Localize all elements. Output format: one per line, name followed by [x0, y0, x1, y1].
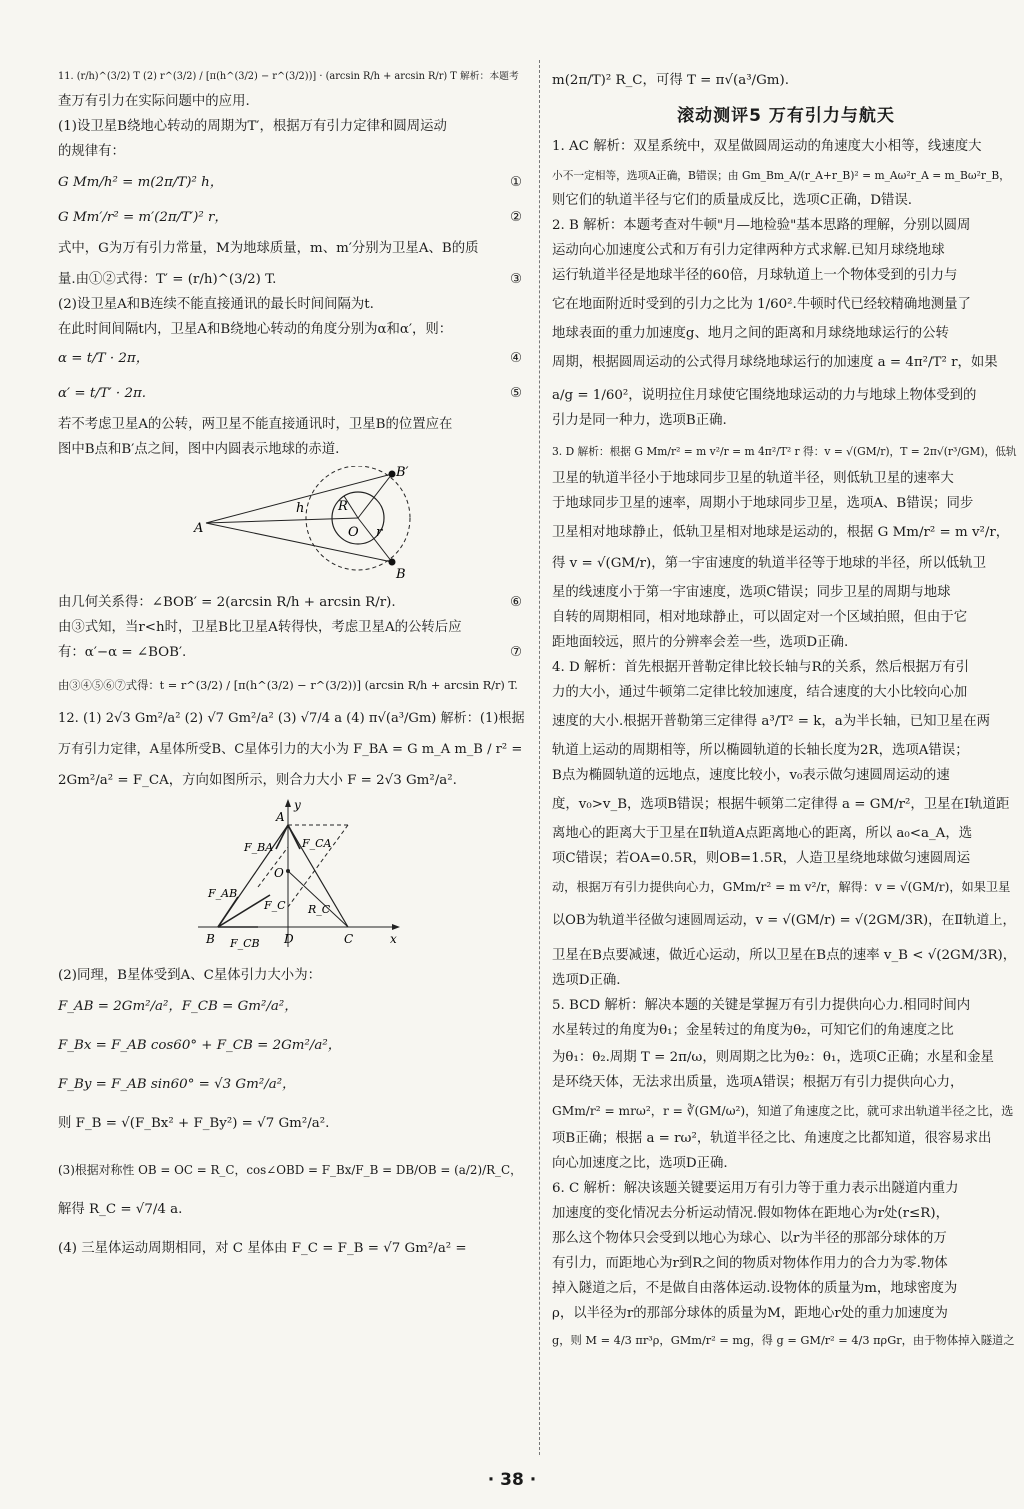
label-A: A	[194, 521, 204, 536]
q12-line: 12. (1) 2√3 Gm²/a² (2) √7 Gm²/a² (3) √7/4 a (4) π√(a³/Gm) 解析：(1)根据	[58, 711, 525, 726]
answer-line: 那么这个物体只会受到以地心为球心、以r为半径的那部分球体的万	[552, 1231, 947, 1246]
answer-item-5	[552, 997, 1020, 1172]
equation-text: α′ = t/T′ · 2π.	[58, 386, 147, 401]
q11-line: 若不考虑卫星A的公转，两卫星不能直接通讯时，卫星B的位置应在	[58, 417, 453, 432]
answer-line: 运动向心加速度公式和万有引力定律两种方式求解.已知月球绕地球	[552, 243, 945, 258]
q12-block	[58, 710, 528, 1257]
q12-line: 解得 R_C = √7/4 a.	[58, 1202, 183, 1217]
answer-line: 有引力，而距地心为r到R之间的物质对物体作用力的合力为零.物体	[552, 1256, 948, 1271]
q11-line: 由③④⑤⑥⑦式得：t = r^(3/2) / [π(h^(3/2) − r^(3/2))] (arcsin R/h + arcsin R/r) T.	[58, 679, 518, 692]
answer-line: 掉入隧道之后，不是做自由落体运动.设物体的质量为m，地球密度为	[552, 1281, 958, 1296]
label-FBA: F_BA	[244, 841, 274, 854]
y-axis-arrow	[285, 799, 291, 807]
label-O: O	[348, 525, 359, 540]
column-divider	[539, 60, 540, 1455]
label-y: y	[294, 798, 301, 812]
answer-item-3	[552, 443, 1020, 651]
force-FAB	[218, 897, 238, 927]
label-FCA: F_CA	[302, 837, 332, 850]
satellite-b-dot	[389, 559, 396, 566]
label-RC: R_C	[308, 903, 331, 916]
equation-text: 量.由①②式得：T′ = (r/h)^(3/2) T.	[58, 272, 277, 287]
continuation-line: m(2π/T)² R_C，可得 T = π√(a³/Gm).	[552, 73, 789, 88]
satellite-orbit-figure	[58, 466, 528, 584]
three-star-force-figure	[58, 797, 528, 957]
answer-line: 是环绕天体，无法求出质量，选项A错误；根据万有引力提供向心力，	[552, 1075, 964, 1090]
section-heading: 滚动测评5 万有引力与航天	[677, 106, 895, 126]
answer-line: 加速度的变化情况去分析运动情况.假如物体在距地心为r处(r≤R)，	[552, 1206, 949, 1221]
label-FC: F_C	[264, 899, 286, 912]
q12-equation: F_By = F_AB sin60° = √3 Gm²/a²，	[58, 1077, 296, 1092]
q11-line: (2)设卫星A和B连续不能直接通讯的最长时间间隔为t.	[58, 297, 374, 312]
q11-line: 图中B点和B′点之间，图中内圆表示地球的赤道.	[58, 442, 340, 457]
answer-line: 星的线速度小于第一宇宙速度，选项C错误；同步卫星的周期与地球	[552, 585, 951, 600]
answer-line: 卫星在B点要减速，做近心运动，所以卫星在B点的速率 v_B < √(2GM/3R)，	[552, 948, 1017, 963]
answer-line: 距地面较远，照片的分辨率会差一些，选项D正确.	[552, 635, 849, 650]
label-FCB: F_CB	[230, 937, 260, 950]
label-A: A	[276, 810, 285, 824]
answer-line: 自转的周期相同，相对地球静止，可以固定对一个区域拍照，但由于它	[552, 610, 968, 625]
answer-line: 轨道上运动的周期相等，所以椭圆轨道的长轴长度为2R，选项A错误；	[552, 743, 969, 758]
label-R: R	[338, 499, 348, 514]
answer-line: 它在地面附近时受到的引力之比为 1/60².牛顿时代已经较精确地测量了	[552, 297, 971, 312]
q12-line: 万有引力定律，A星体所受B、C星体引力的大小为 F_BA = G m_A m_B / r² =	[58, 742, 523, 757]
q12-line: (3)根据对称性 OB = OC = R_C，cos∠OBD = F_Bx/F_B = DB/OB = (a/2)/R_C，	[58, 1163, 522, 1177]
q11-block	[58, 68, 528, 694]
equation-text: G Mm′/r² = m′(2π/T′)² r，	[58, 210, 228, 225]
label-B: B	[396, 567, 406, 582]
page-number: · 38 ·	[487, 1470, 537, 1490]
left-column	[58, 68, 528, 1265]
answer-line: GMm/r² = mrω²，r = ∛(GM/ω²)，知道了角速度之比，就可求出轨道半径之比，选	[552, 1104, 1014, 1118]
q12-equation: F_Bx = F_AB cos60° + F_CB = 2Gm²/a²，	[58, 1038, 342, 1053]
answer-line: 运行轨道半径是地球半径的60倍，月球轨道上一个物体受到的引力与	[552, 268, 958, 283]
label-O: O	[274, 866, 284, 880]
answer-line: 选项D正确.	[552, 973, 621, 988]
answer-line: B点为椭圆轨道的远地点，速度比较小，v₀表示做匀速圆周运动的速	[552, 768, 950, 783]
equation-text: 有：α′−α = ∠BOB′.	[58, 645, 187, 660]
label-D: D	[284, 932, 294, 946]
equation-number: ②	[509, 210, 522, 225]
answer-line: 引力是同一种力，选项B正确.	[552, 413, 727, 428]
answer-item-4	[552, 659, 1020, 989]
q12-line: 2Gm²/a² = F_CA，方向如图所示，则合力大小 F = 2√3 Gm²/a².	[58, 773, 457, 788]
answer-line: 得 v = √(GM/r)，第一宇宙速度的轨道半径等于地球的半径，所以低轨卫	[552, 556, 987, 571]
answer-line: 度，v₀>v_B，选项B错误；根据牛顿第二定律得 a = GM/r²，卫星在Ⅰ轨道距	[552, 797, 1010, 812]
q12-line: (2)同理，B星体受到A、C星体引力大小为：	[58, 968, 321, 983]
label-FAB: F_AB	[208, 887, 238, 900]
answer-item-2	[552, 217, 1020, 429]
q11-line	[58, 271, 528, 288]
label-B: B	[206, 932, 215, 946]
satellite-b-prime-dot	[389, 471, 396, 478]
answer-line: 5. BCD 解析：解决本题的关键是掌握万有引力提供向心力.相同时间内	[552, 998, 971, 1013]
answer-line: 则它们的轨道半径与它们的质量成反比，选项C正确，D错误.	[552, 193, 913, 208]
equation-number: ③	[509, 272, 522, 287]
answer-line: 以OB为轨道半径做匀速圆周运动，v = √(GM/r) = √(2GM/3R)，在Ⅱ轨道上，	[552, 913, 1016, 928]
answer-line: 动，根据万有引力提供向心力，GMm/r² = m v²/r，解得：v = √(GM/r)，如果卫星	[552, 880, 1011, 894]
answer-item-1	[552, 138, 1020, 209]
q11-line: 在此时间间隔t内，卫星A和B绕地心转动的角度分别为α和α′，则：	[58, 322, 453, 337]
q12-equation: F_AB = 2Gm²/a²，F_CB = Gm²/a²，	[58, 999, 298, 1014]
answer-line: 小不一定相等，选项A正确，B错误；由 Gm_Bm_A/(r_A+r_B)² = m_Aω²r_A = m_Bω²r_B，	[552, 169, 1010, 182]
q11-equation	[58, 209, 528, 226]
q12-line: 则 F_B = √(F_Bx² + F_By²) = √7 Gm²/a².	[58, 1116, 330, 1131]
equation-text: G Mm/h² = m(2π/T)² h，	[58, 175, 224, 190]
answer-line: a/g = 1/60²，说明拉住月球使它围绕地球运动的力与地球上物体受到的	[552, 388, 977, 403]
answer-line: 于地球同步卫星的速率，周期小于地球同步卫星，选项A、B错误；同步	[552, 496, 974, 511]
answer-line: ρ，以半径为r的那部分球体的质量为M，距地心r处的重力加速度为	[552, 1306, 948, 1321]
label-r: r	[376, 525, 383, 540]
radius-OC	[288, 871, 348, 927]
q11-equation	[58, 385, 528, 402]
answer-line: 周期，根据圆周运动的公式得月球绕地球运行的加速度 a = 4π²/T² r，如果	[552, 355, 998, 370]
q11-line: (1)设卫星B绕地心转动的周期为T′，根据万有引力定律和圆周运动	[58, 119, 447, 134]
answer-line: 卫星相对地球静止，低轨卫星相对地球是运动的，根据 G Mm/r² = m v²/r，	[552, 525, 1010, 540]
q11-line: 式中，G为万有引力常量，M为地球质量，m、m′分别为卫星A、B的质	[58, 241, 479, 256]
force-FCA	[288, 825, 300, 849]
equation-number: ①	[509, 175, 522, 190]
label-C: C	[344, 932, 354, 946]
equation-number: ⑥	[509, 595, 522, 610]
q11-equation	[58, 350, 528, 367]
answer-line: 为θ₁：θ₂.周期 T = 2π/ω，则周期之比为θ₂：θ₁，选项C正确；水星和金星	[552, 1050, 994, 1065]
answer-line: 卫星的轨道半径小于地球同步卫星的轨道半径，则低轨卫星的速率大	[552, 471, 954, 486]
radius-line	[358, 518, 392, 562]
q11-equation	[58, 174, 528, 191]
answer-line: 项C错误；若OA=0.5R，则OB=1.5R，人造卫星绕地球做匀速圆周运	[552, 851, 971, 866]
answer-line: 离地心的距离大于卫星在Ⅱ轨道A点距离地心的距离，所以 a₀<a_A，选	[552, 826, 973, 841]
answer-line: 4. D 解析：首先根据开普勒定律比较长轴与R的关系，然后根据万有引	[552, 660, 970, 675]
equation-number: ⑦	[509, 645, 522, 660]
point-O	[286, 869, 290, 873]
q11-line: 的规律有：	[58, 144, 125, 159]
x-axis-arrow	[392, 924, 400, 930]
answer-line: 地球表面的重力加速度g、地月之间的距离和月球绕地球运行的公转	[552, 326, 949, 341]
answer-line: 6. C 解析：解决该题关键要运用万有引力等于重力表示出隧道内重力	[552, 1181, 959, 1196]
q11-line: 由③式知，当r<h时，卫星B比卫星A转得快，考虑卫星A的公转后应	[58, 620, 462, 635]
right-column	[552, 68, 1020, 1357]
answer-line: 2. B 解析：本题考查对牛顿"月—地检验"基本思路的理解，分别以圆周	[552, 218, 971, 233]
orbit-line	[206, 518, 358, 523]
answer-line: 力的大小，通过牛顿第二定律比较加速度，结合速度的大小比较向心加	[552, 685, 968, 700]
answer-item-6	[552, 1180, 1020, 1349]
tangent-line	[206, 523, 392, 562]
equation-number: ⑤	[509, 386, 522, 401]
label-x: x	[390, 932, 397, 946]
answer-line: 项B正确；根据 a = rω²，轨道半径之比、角速度之比都知道，很容易求出	[552, 1131, 992, 1146]
equation-number: ④	[509, 351, 522, 366]
answer-line: 向心加速度之比，选项D正确.	[552, 1156, 728, 1171]
q12-line: (4) 三星体运动周期相同，对 C 星体由 F_C = F_B = √7 Gm²/a² =	[58, 1241, 467, 1256]
answer-line: 水星转过的角度为θ₁；金星转过的角度为θ₂，可知它们的角速度之比	[552, 1023, 954, 1038]
answer-line: 3. D 解析：根据 G Mm/r² = m v²/r = m 4π²/T² r 得：v = √(GM/r)，T = 2π√(r³/GM)，低轨	[552, 445, 1017, 458]
answer-line: g，则 M = 4/3 πr³ρ，GMm/r² = mg，得 g = GM/r² = 4/3 πρGr，由于物体掉入隧道之	[552, 1334, 1015, 1347]
force-FBA	[276, 825, 288, 849]
equation-text: α = t/T · 2π，	[58, 351, 150, 366]
q11-line	[58, 594, 528, 611]
answer-line: 1. AC 解析：双星系统中，双星做圆周运动的角速度大小相等，线速度大	[552, 139, 982, 154]
label-B-prime: B′	[396, 466, 409, 480]
label-h: h	[296, 501, 305, 516]
q11-line	[58, 644, 528, 661]
q11-line: 查万有引力在实际问题中的应用.	[58, 94, 250, 109]
q11-line: 11. (r/h)^(3/2) T (2) r^(3/2) / [π(h^(3/2) − r^(3/2))] · (arcsin R/h + arcsin R/r) T 解析：本题考	[58, 71, 519, 82]
answer-line: 速度的大小.根据开普勒第三定律得 a³/T² = k，a为半长轴，已知卫星在两	[552, 714, 991, 729]
radius-line	[358, 474, 392, 518]
equation-text: 由几何关系得：∠BOB′ = 2(arcsin R/h + arcsin R/r).	[58, 595, 396, 610]
